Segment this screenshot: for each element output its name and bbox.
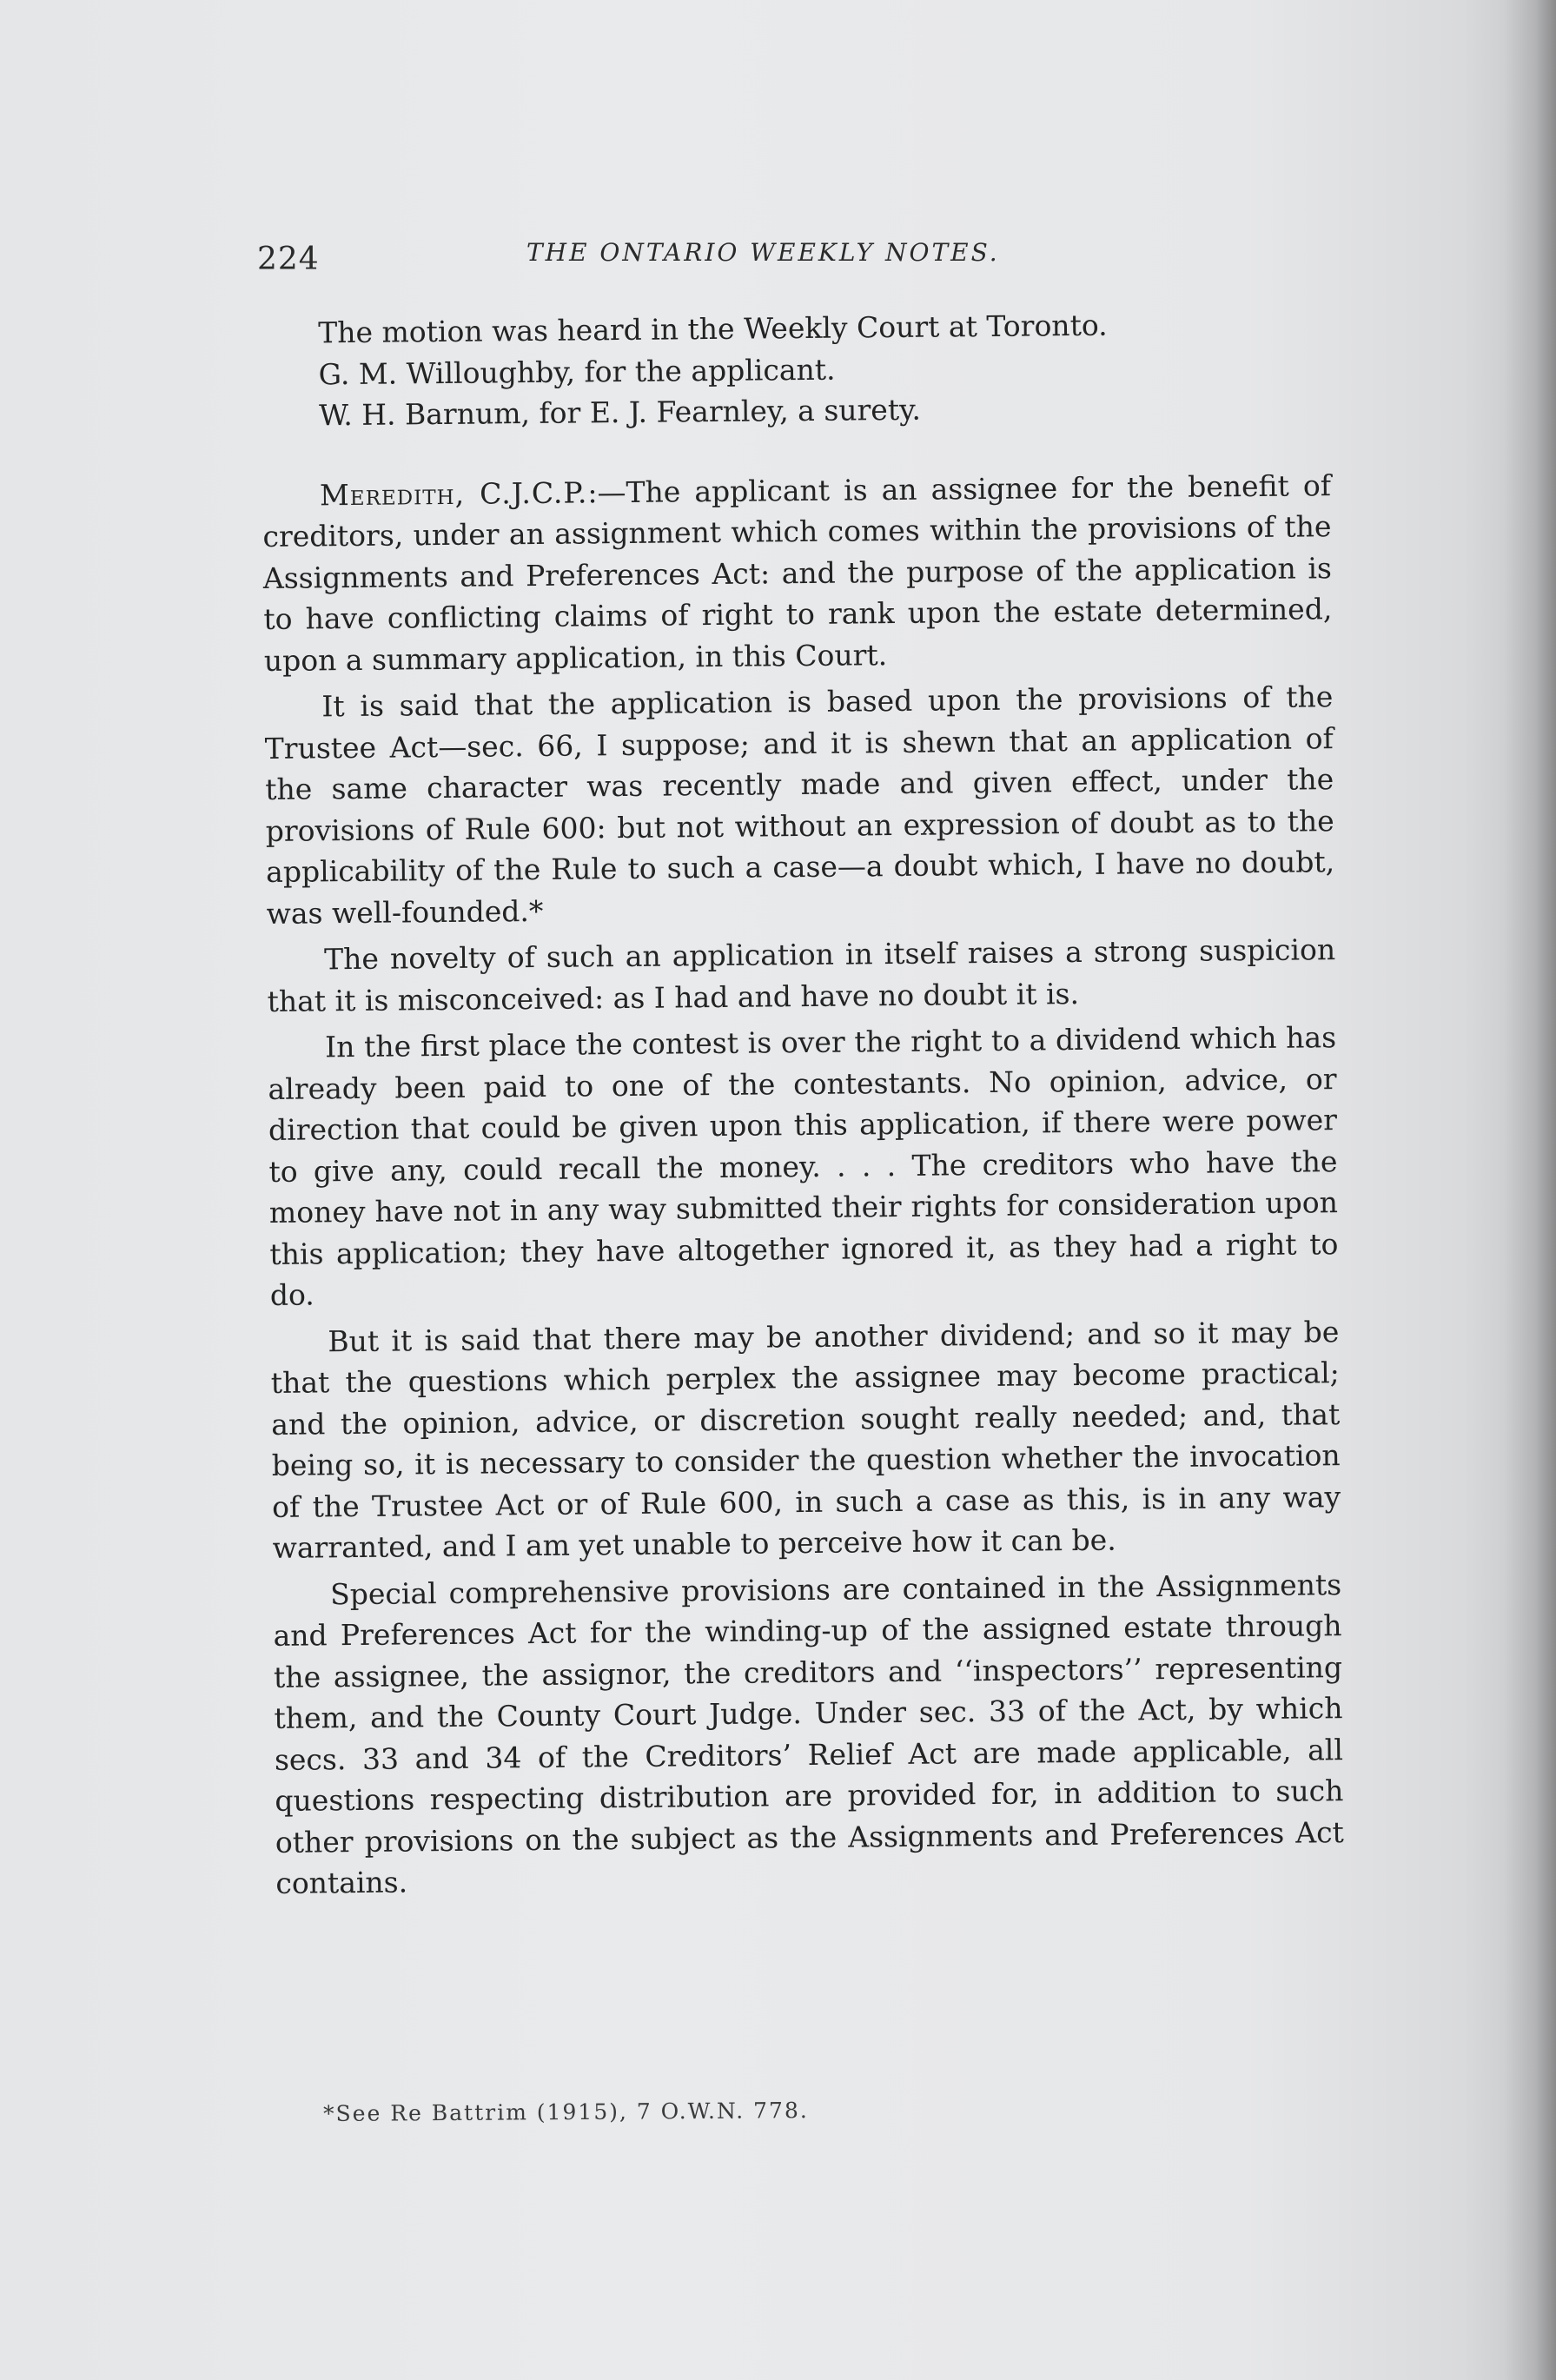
paragraph: Special comprehensive provisions are contained in the Assignments and Preferences Act for the winding-up of the assigned estate through the assignee, the assignor, the creditors and ‘‘inspectors’’ representing them, and the County Court Judge. Under sec. 33 of the Act, by which secs. 33 and 34 of the Creditors’ Relief Act are made applicable, all questions respecting distribution are provided for, in addition to such other provisions on the subject as the Assignments and Preferences Act contains.: [273, 1567, 1345, 1900]
paragraph: It is said that the application is based upon the provisions of the Trustee Act—sec. 66, I suppose; and it is shewn that an application of the same character was recently made and given effect, under the provisions of Rule 600: but not without an expression of doubt as to the applicability of the Rule to such a case—a doubt which, I have no doubt, was well-founded.*: [264, 680, 1335, 931]
binding-shadow: [1504, 0, 1556, 2380]
hearing-note: The motion was heard in the Weekly Court at Toronto.: [318, 308, 1108, 350]
opening-text: :—The applicant is an assignee for the benefit of creditors, under an assignment which comes within the provisions of the Assignments and Preferences Act: and the purpose of the application is to have conflicting claims of right to rank upon the estate determined, upon a summary application, in this Court.: [262, 467, 1333, 678]
page-number: 224: [257, 242, 320, 277]
counsel-applicant: G. M. Willoughby, for the applicant.: [318, 352, 836, 391]
judge-name: Meredith, C.J.C.P.: [319, 474, 588, 512]
paragraph: The novelty of such an application in itself raises a strong suspicion that it is misconceived: as I had and have no doubt it is.: [267, 932, 1336, 1018]
page-header: [257, 235, 1343, 287]
judgment-opening: [262, 465, 1333, 681]
counsel-surety: W. H. Barnum, for E. J. Fearnley, a surety.: [318, 392, 922, 433]
paragraph: But it is said that there may be another dividend; and so it may be that the questions which perplex the assignee may become practical; and the opinion, advice, or discretion sought really needed; and, that being so, it is necessary to consider the question whether the invocation of the Trustee Act or of Rule 600, in such a case as this, is in any way warranted, and I am yet unable to perceive how it can be.: [270, 1314, 1341, 1565]
running-head: THE ONTARIO WEEKLY NOTES.: [526, 238, 1000, 267]
paragraph: In the first place the contest is over the right to a dividend which has already been paid to one of the contestants. No opinion, advice, or direction that could be given upon this application, if there were power to give any, could recall the money. . . . The creditors who have the money have not in any way submitted their rights for consideration upon this application; they have altogether ignored it, as they had a right to do.: [268, 1020, 1339, 1312]
footnote: *See Re Battrim (1915), 7 O.W.N. 778.: [323, 2098, 809, 2126]
page-body: [261, 302, 1345, 1904]
